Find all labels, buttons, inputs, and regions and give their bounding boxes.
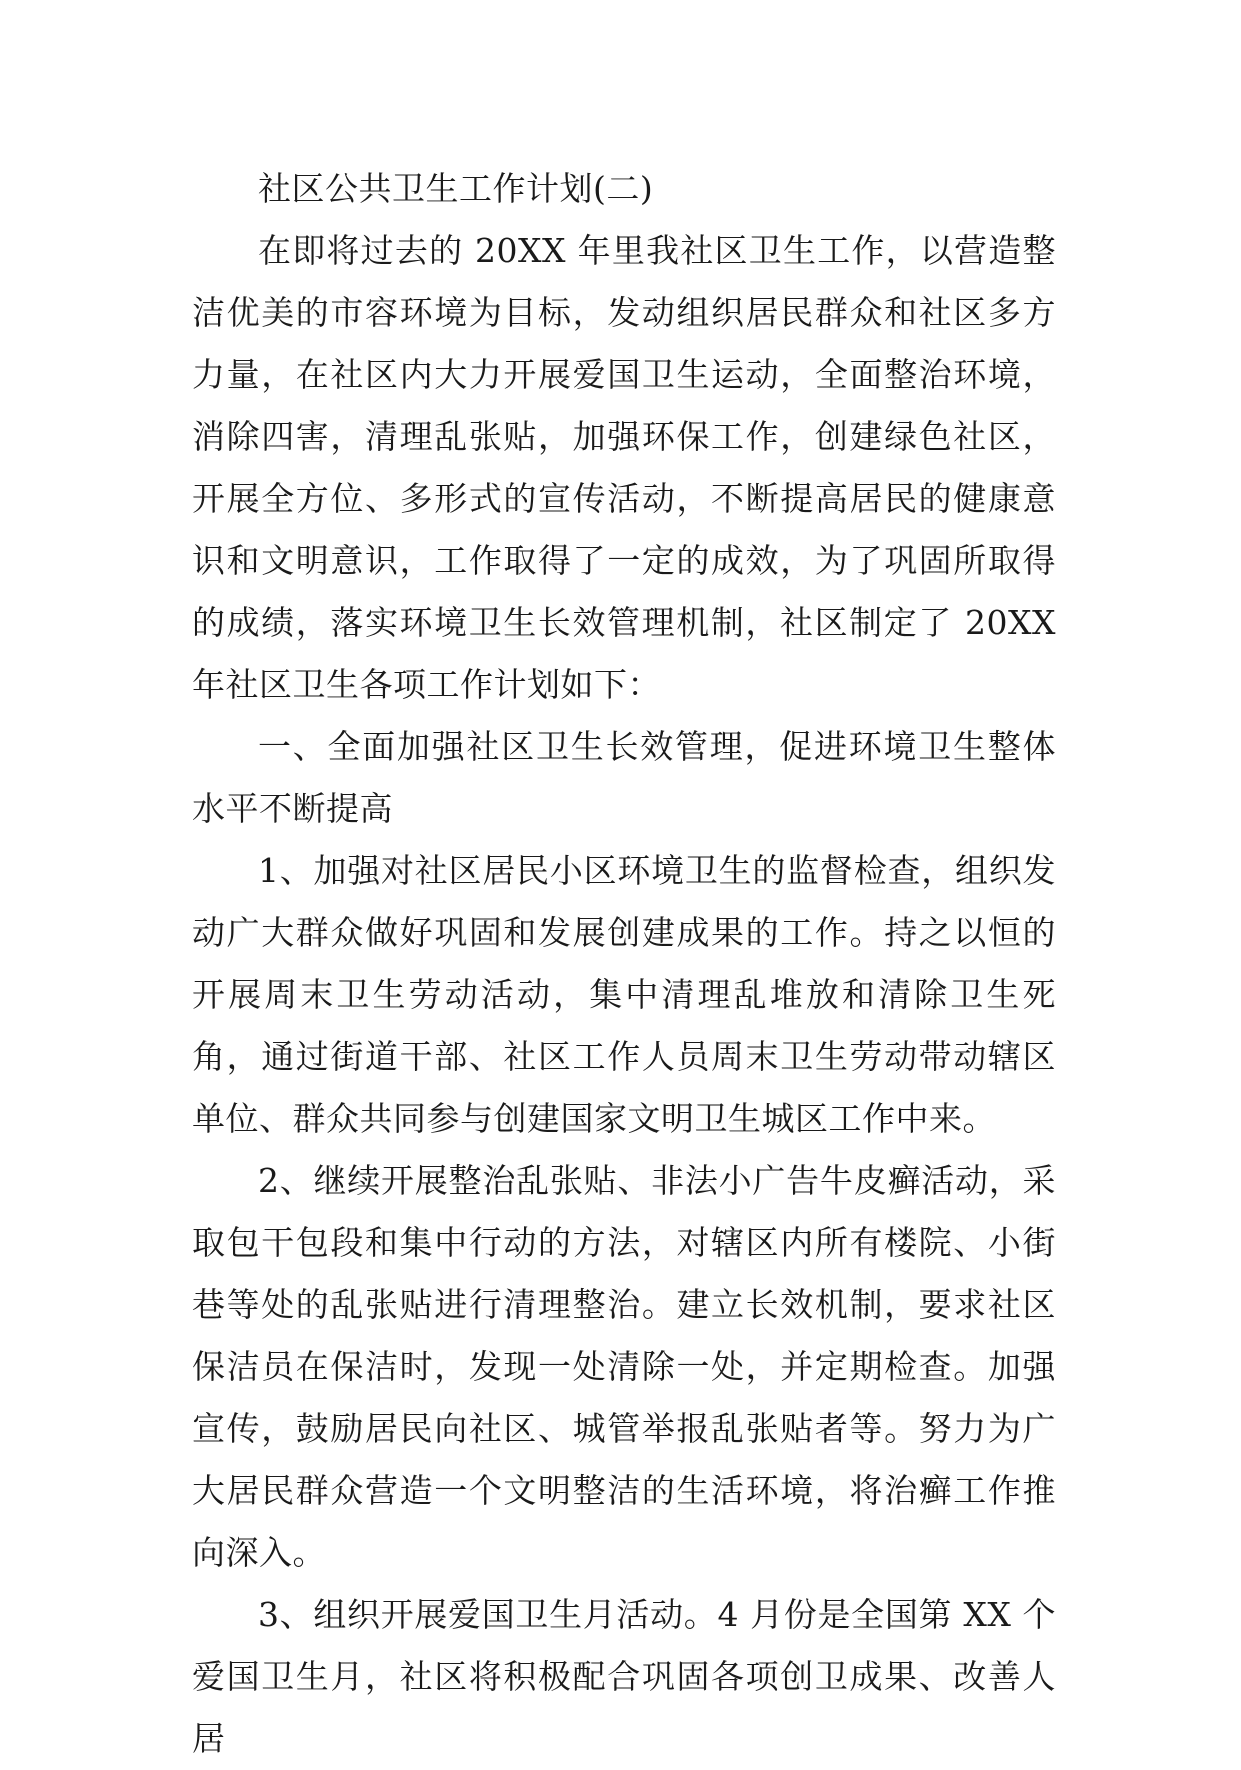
paragraph-item-1: 1、加强对社区居民小区环境卫生的监督检查，组织发动广大群众做好巩固和发展创建成果的工作。持之以恒的开展周末卫生劳动活动，集中清理乱堆放和清除卫生死角，通过街道干部、社区工作人员周末卫生劳动带动辖区单位、群众共同参与创建国家文明卫生城区工作中来。 [192, 851, 1056, 1138]
paragraph-item-2: 2、继续开展整治乱张贴、非法小广告牛皮癣活动，采取包干包段和集中行动的方法，对辖区内所有楼院、小街巷等处的乱张贴进行清理整治。建立长效机制，要求社区保洁员在保洁时，发现一处清除一处，并定期检查。加强宣传，鼓励居民向社区、城管举报乱张贴者等。努力为广大居民群众营造一个文明整洁的生活环境，将治癣工作推向深入。 [192, 1161, 1056, 1572]
document-title: 社区公共卫生工作计划(二) [258, 169, 654, 208]
section-heading-1: 一、全面加强社区卫生长效管理，促进环境卫生整体水平不断提高 [192, 727, 1056, 828]
paragraph-item-3: 3、组织开展爱国卫生月活动。4 月份是全国第 XX 个爱国卫生月，社区将积极配合巩固各项创卫成果、改善人居 [192, 1595, 1056, 1758]
document-body [192, 158, 1056, 1770]
paragraph-intro: 在即将过去的 20XX 年里我社区卫生工作，以营造整洁优美的市容环境为目标，发动组织居民群众和社区多方力量，在社区内大力开展爱国卫生运动，全面整治环境，消除四害，清理乱张贴，加强环保工作，创建绿色社区，开展全方位、多形式的宣传活动，不断提高居民的健康意识和文明意识，工作取得了一定的成效，为了巩固所取得的成绩，落实环境卫生长效管理机制，社区制定了 20XX 年社区卫生各项工作计划如下： [192, 231, 1056, 704]
